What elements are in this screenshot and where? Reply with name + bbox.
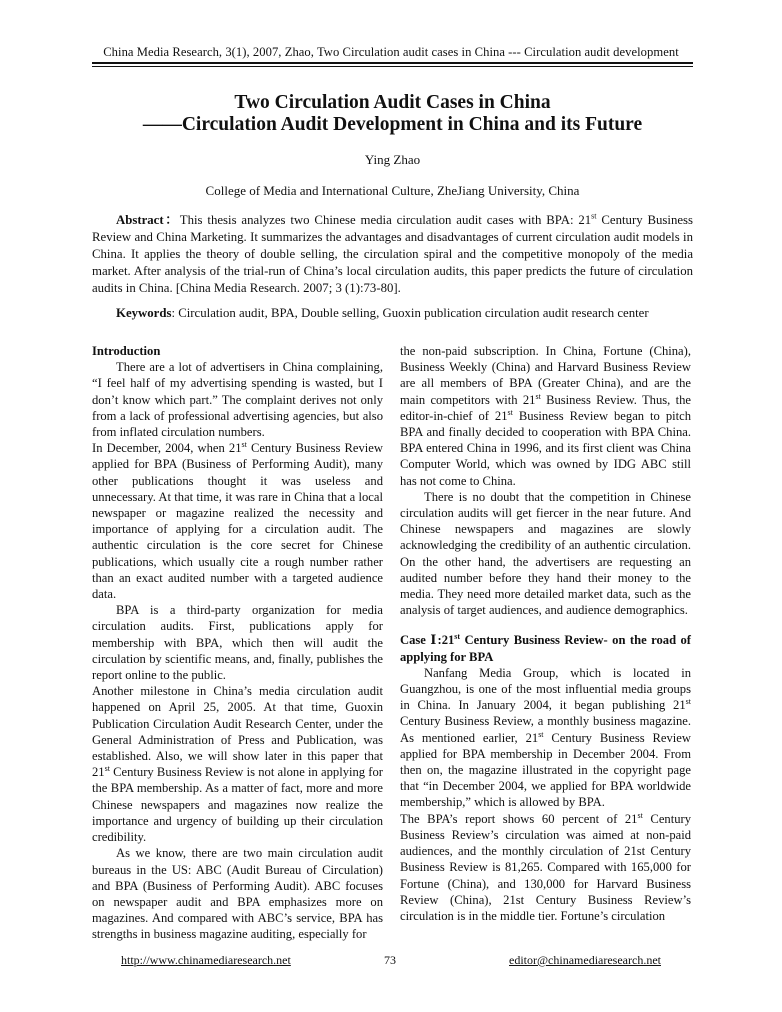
paragraph: the non-paid subscription. In China, Fortune (China), Business Weekly (China) and Harvard Business Review are all members of BPA (Greater China), and are the main competitors with 21st Business Review. Thus, the editor-in-chief of 21st Business Review began to pitch BPA and finally decided to cooperation with BPA China. BPA entered China in 1996, and its first client was China Computer World, which was owned by IDG ABC still has not come to China. (400, 344, 691, 488)
right-column (400, 343, 691, 924)
footer-url[interactable]: http://www.chinamediaresearch.net (121, 953, 291, 967)
footer-email[interactable]: editor@chinamediaresearch.net (509, 953, 661, 967)
keywords-text: : Circulation audit, BPA, Double selling, Guoxin publication circulation audit research center (171, 306, 649, 320)
abstract-text-b: Century Business Review and China Marketing. It summarizes the advantages and disadvantages of current circulation audit models in China. It applies the theory of double selling, the circulation spiral and the competitive monopoly of the media market. After analysis of the trial-run of China’s local circulation audits, this paper predicts the future of circulation audits in China. [China Media Research. 2007; 3 (1):73-80]. (92, 213, 693, 295)
abstract-sup: st (591, 211, 597, 221)
title-line-2: ——Circulation Audit Development in China and its Future (142, 114, 643, 135)
header-rule (92, 62, 693, 64)
paragraph: Another milestone in China’s media circulation audit happened on April 25, 2005. At that time, Guoxin Publication Circulation Audit Research Center, under the General Administration of Press and Publication, was established. Also, we will show later in this paper that 21st Century Business Review is not alone in applying for the BPA membership. As a matter of fact, more and more Chinese newspapers and magazines now realize the importance and urgency of building up their circulation credibility. (92, 684, 383, 845)
abstract-text-a: This thesis analyzes two Chinese media circulation audit cases with BPA: 21 (179, 213, 592, 227)
paragraph: BPA is a third-party organization for media circulation audits. First, publications apply for membership with BPA, which then will audit the circulation by scientific means, and, finally, publishes the report online to the public. (92, 603, 383, 683)
author-name: Ying Zhao (364, 152, 421, 167)
abstract-label: Abstract： (116, 213, 180, 227)
page-number: 73 (384, 953, 396, 967)
paragraph: There are a lot of advertisers in China complaining, “I feel half of my advertising spending is wasted, but I don’t know which part.” The complaint derives not only from a lack of professional advertising agencies, but also from inflated circulation numbers. (92, 360, 383, 440)
header-rule-thin (92, 66, 693, 67)
running-header: China Media Research, 3(1), 2007, Zhao, Two Circulation audit cases in China --- Circulation audit development (103, 45, 679, 59)
paragraph: There is no doubt that the competition in Chinese circulation audits will get fiercer in the near future. And Chinese newspapers and magazines are slowly acknowledging the credibility of an authentic circulation. On the other hand, the advertisers are requesting an audited number before they hand their money to the media. They need more detailed market data, such as the analysis of target audiences, and audience demographics. (400, 489, 691, 618)
section-heading-introduction: Introduction (92, 344, 161, 358)
paragraph: In December, 2004, when 21st Century Business Review applied for BPA (Business of Performing Audit), many other publications thought it was useless and unnecessary. At that time, it was rare in China that a local newspaper or magazine realized the necessity and importance of applying for a circulation audit. The authentic circulation is the core secret for Chinese publications, which usually cite a rough number rather than an exact audited number with a targeted audience data. (92, 440, 383, 602)
paragraph: The BPA’s report shows 60 percent of 21st Century Business Review’s circulation was aimed at non-paid audiences, and the monthly circulation of 21st Century Business Review is 81,265. Compared with 165,000 for Fortune (China), and 130,000 for Harvard Business Review (China), 21st Century Business Review’s circulation is in the middle tier. Fortune’s circulation (400, 810, 691, 923)
author-affiliation: College of Media and International Culture, ZheJiang University, China (205, 183, 580, 198)
paper-title (92, 92, 693, 136)
paragraph: As we know, there are two main circulation audit bureaus in the US: ABC (Audit Bureau of Circulation) and BPA (Business of Performing Audit). ABC focuses on newspaper audit and BPA emphasizes more on magazines. And compared with ABC’s service, BPA has strengths in business magazine auditing, especially for (92, 846, 383, 942)
paragraph: Nanfang Media Group, which is located in Guangzhou, is one of the most influential media groups in China. In January 2004, it began publishing 21st Century Business Review, a monthly business magazine. As mentioned earlier, 21st Century Business Review applied for BPA membership in December 2004. From then on, the magazine illustrated in the copyright page that “in December 2004, we applied for BPA worldwide membership,” which is allowed by BPA. (400, 665, 691, 810)
keywords (116, 306, 693, 321)
title-line-1: Two Circulation Audit Cases in China (234, 92, 551, 113)
keywords-label: Keywords (116, 306, 172, 320)
abstract (92, 212, 693, 297)
left-column (92, 343, 383, 943)
section-heading-case-1: Case Ⅰ:21st Century Business Review- on the road of applying for BPA (400, 632, 691, 664)
